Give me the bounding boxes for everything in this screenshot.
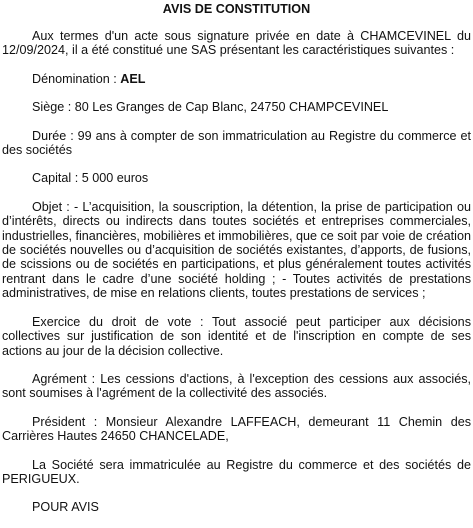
intro-paragraph: Aux termes d'un acte sous signature privée en date à CHAMCEVINEL du 12/09/2024, il a été constitué une SAS présentant les caractéristiques suivantes : (2, 29, 471, 58)
siege-line: Siège : 80 Les Granges de Cap Blanc, 24750 CHAMPCEVINEL (32, 100, 389, 115)
objet-paragraph: Objet : - L’acquisition, la souscription, la détention, la prise de participation ou d’intérêts, directs ou indirects dans toutes sociétés et entreprises commerciales, industrielles, financières, mobilières et immobilières, que ce soit par voie de création de sociétés nouvelles ou d’acquisition de sociétés existantes, d’apports, de fusions, de scissions ou de sociétés en participations, et plus généralement toutes activités rentrant dans le cadre d’une société holding ; - Toutes activités de prestations administratives, de mise en relations clients, toutes prestations de services ; (2, 199, 471, 301)
vote-paragraph: Exercice du droit de vote : Tout associé peut participer aux décisions collectives sur justification de son identité et de l'inscription en compte de ses actions au jour de la décision collective. (2, 314, 471, 358)
duree-paragraph: Durée : 99 ans à compter de son immatriculation au Registre du commerce et des sociétés (2, 128, 471, 158)
president-paragraph: Président : Monsieur Alexandre LAFFEACH, demeurant 11 Chemin des Carrières Hautes 24650 CHANCELADE, (2, 414, 471, 444)
closing-line: POUR AVIS (32, 500, 99, 515)
notice-title: AVIS DE CONSTITUTION (162, 2, 311, 16)
capital-line: Capital : 5 000 euros (32, 171, 149, 186)
agrement-paragraph: Agrément : Les cessions d'actions, à l'exception des cessions aux associés, sont soumises à l'agrément de la collectivité des associés. (2, 371, 471, 401)
denomination-line (2, 72, 471, 86)
denomination-label: Dénomination : (32, 71, 121, 86)
immatriculation-paragraph: La Société sera immatriculée au Registre du commerce et des sociétés de PERIGUEUX. (2, 457, 471, 486)
denomination-value: AEL (120, 71, 146, 86)
